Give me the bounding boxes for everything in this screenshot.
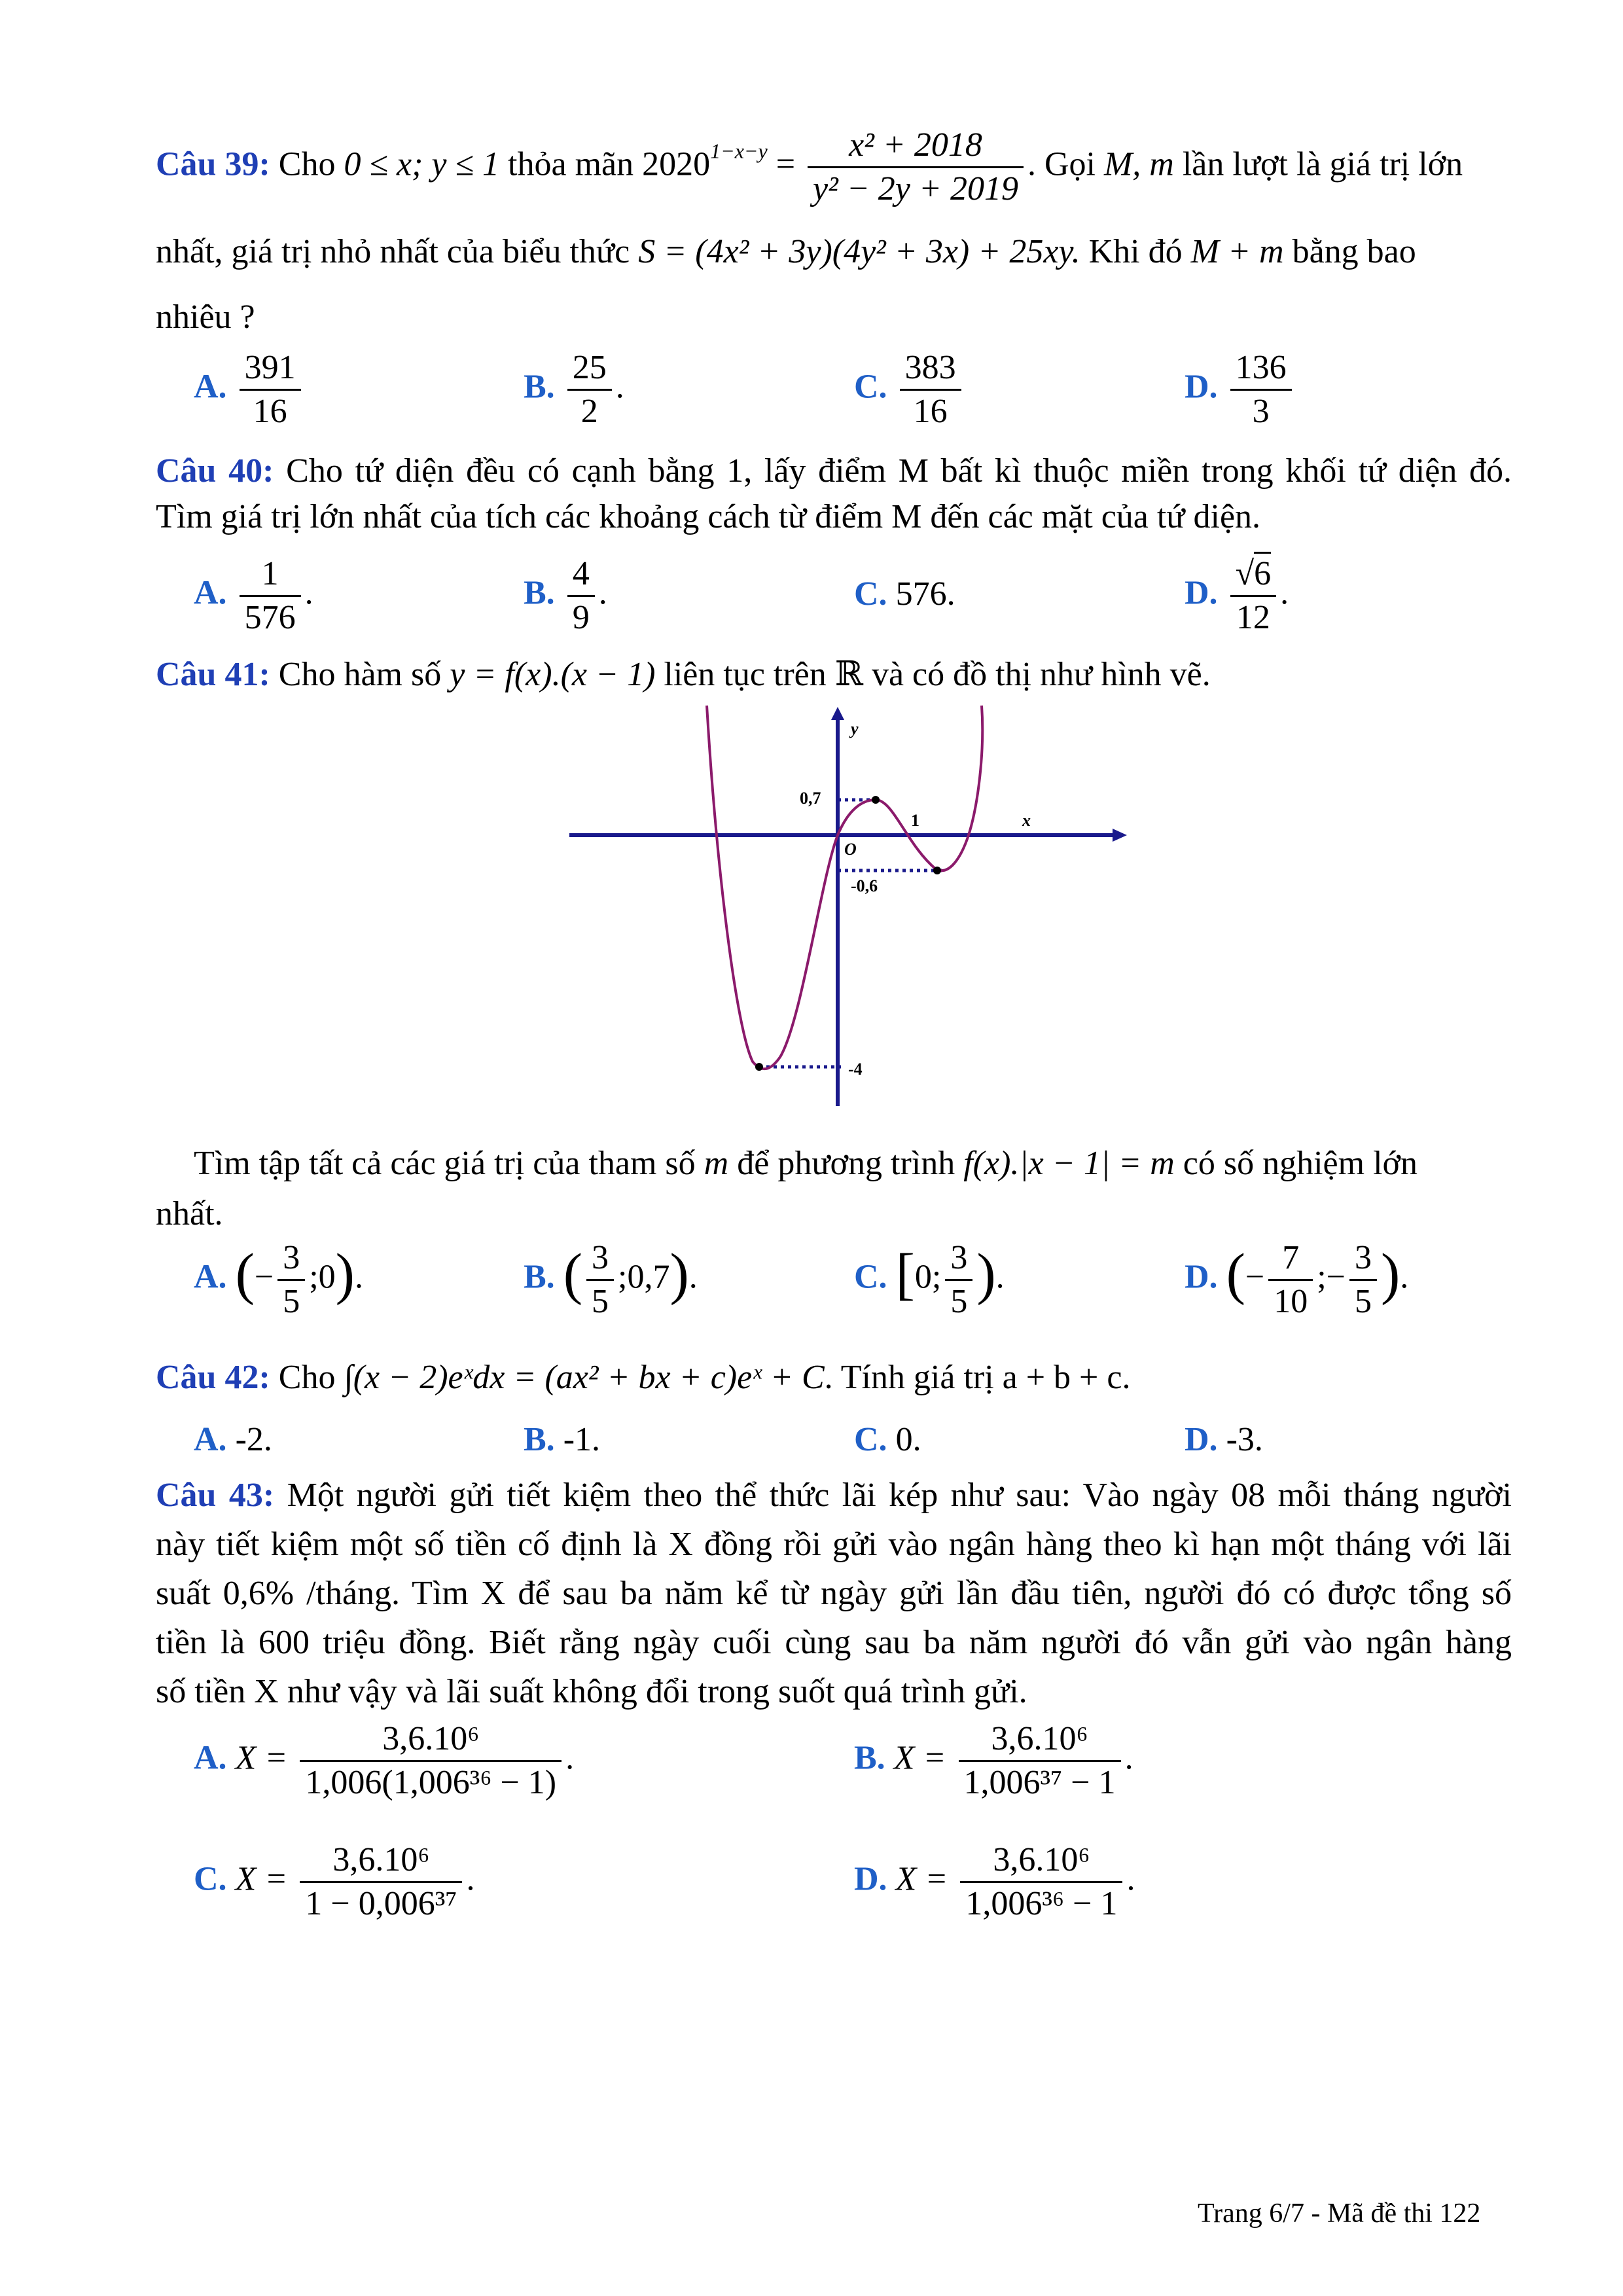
q41-option-b[interactable]: B. ( $\frac{3}{5}$ ;0,7). (524, 1237, 698, 1323)
q40-option-a[interactable]: A. $\frac{1}{576}$ . (194, 553, 313, 639)
graph-max-label: 0,7 (800, 789, 821, 808)
q40-label: Câu 40: (156, 452, 274, 490)
graph-one-label: 1 (911, 811, 919, 830)
q42-option-c[interactable]: C. 0. (854, 1421, 921, 1458)
q43-line3: suất 0,6% /tháng. Tìm X để sau ba năm kể từ ngày gửi lần đầu tiên, người đó có được tổng số (156, 1575, 1512, 1612)
y-axis-arrow (831, 707, 844, 720)
q41-question-line1: Tìm tập tất cả các giá trị của tham số m để phương trình f(x).|x − 1| = m có số nghiệm lớn (194, 1145, 1418, 1182)
q39-line3: nhiêu ? (156, 298, 255, 336)
q41-option-c[interactable]: C. [0; $\frac{3}{5}$ ). (854, 1237, 1005, 1323)
q40-option-d[interactable]: D. $\frac{√6}{12}$ . (1185, 553, 1289, 639)
q42-option-b[interactable]: B. -1. (524, 1421, 601, 1458)
q39-option-a[interactable]: A. $\frac{391}{16}$ (194, 347, 305, 433)
q43-line5: số tiền X như vậy và lãi suất không đổi trong suốt quá trình gửi. (156, 1673, 1027, 1710)
q40-option-b[interactable]: B. $\frac{4}{9}$ . (524, 553, 607, 639)
point-min (933, 867, 941, 874)
q39-condition: 0 ≤ x; y ≤ 1 (344, 145, 500, 183)
q42-label: Câu 42: (156, 1359, 270, 1396)
q39-expression: S = (4x² + 3y)(4y² + 3x) + 25xy. (638, 233, 1080, 270)
q43-line1: Câu 43: Một người gửi tiết kiệm theo thể thức lãi kép như sau: Vào ngày 08 mỗi tháng người (156, 1477, 1512, 1514)
q43-option-d[interactable]: D. X = $\frac{\text{3,6.10⁶}}{\text{1,006³⁶ − 1}}$ . (854, 1839, 1135, 1925)
q39-fraction: $\frac{\text{x² + 2018}}{\text{y² − 2y + 2019}}$ (808, 124, 1024, 210)
q42-integral: ∫(x − 2)eˣdx = (ax² + bx + c)eˣ + C (344, 1359, 825, 1396)
point-max (872, 796, 880, 804)
q41-function: y = f(x).(x − 1) (450, 656, 656, 693)
graph-y-label: y (851, 719, 859, 738)
q39-base: 2020 (642, 145, 711, 183)
q39-option-d[interactable]: D. $\frac{136}{3}$ (1185, 347, 1296, 433)
q39-option-c[interactable]: C. $\frac{383}{16}$ (854, 347, 965, 433)
q39-option-b[interactable]: B. $\frac{25}{2}$ . (524, 347, 624, 433)
graph-origin-label: O (844, 840, 857, 859)
q43-option-a[interactable]: A. X = $\frac{\text{3,6.10⁶}}{\text{1,006(1,006³⁶ − 1)}}$ . (194, 1718, 574, 1804)
q43-line4: tiền là 600 triệu đồng. Biết rằng ngày cuối cùng sau ba năm người đó vẫn gửi vào ngân hàng (156, 1624, 1512, 1661)
q41-option-a[interactable]: A. (− $\frac{3}{5}$ ;0). (194, 1237, 363, 1323)
x-axis-arrow (1113, 829, 1127, 842)
q40-option-c[interactable]: C. 576. (854, 575, 955, 613)
q43-option-c[interactable]: C. X = $\frac{\text{3,6.10⁶}}{\text{1 − 0,006³⁷}}$ . (194, 1839, 474, 1925)
q43-option-b[interactable]: B. X = $\frac{\text{3,6.10⁶}}{\text{1,006³⁷ − 1}}$ . (854, 1718, 1133, 1804)
graph-min-label: -0,6 (851, 876, 878, 895)
q39-line1: Câu 39: Cho 0 ≤ x; y ≤ 1 thỏa mãn $2020^{1-x-y}$ = $\frac{\text{x² + 2018}}{\text{y² − 2y + 2019}}$ . Gọi M, m lần lượt là giá trị lớn (156, 124, 1463, 210)
q41-equation: f(x).|x − 1| = m (963, 1145, 1175, 1182)
q42-option-a[interactable]: A. -2. (194, 1421, 272, 1458)
q41-option-d[interactable]: D. (− $\frac{7}{10}$ ;− $\frac{3}{5}$ ). (1185, 1237, 1408, 1323)
function-curve (707, 706, 982, 1069)
q40-line2: Tìm giá trị lớn nhất của tích các khoảng cách từ điểm M đến các mặt của tứ diện. (156, 498, 1261, 535)
page-footer: Trang 6/7 - Mã đề thi 122 (1198, 2198, 1481, 2229)
q41-graph (563, 700, 1139, 1126)
q41-line1: Câu 41: Cho hàm số y = f(x).(x − 1) liên tục trên ℝ và có đồ thị như hình vẽ. (156, 656, 1211, 693)
q42-option-d[interactable]: D. -3. (1185, 1421, 1263, 1458)
q43-line2: này tiết kiệm một số tiền cố định là X đồng rồi gửi vào ngân hàng theo kì hạn một tháng với lãi (156, 1526, 1512, 1563)
graph-x-label: x (1022, 811, 1031, 830)
q41-label: Câu 41: (156, 656, 270, 693)
graph-low-label: -4 (848, 1060, 863, 1079)
q41-question-line2: nhất. (156, 1195, 223, 1232)
q39-label: Câu 39: (156, 145, 270, 183)
q43-label: Câu 43: (156, 1477, 275, 1514)
q42-line1: Câu 42: Cho ∫(x − 2)eˣdx = (ax² + bx + c)eˣ + C. Tính giá trị a + b + c. (156, 1359, 1131, 1396)
q39-line2: nhất, giá trị nhỏ nhất của biểu thức S = (4x² + 3y)(4y² + 3x) + 25xy. Khi đó M + m bằng bao (156, 233, 1416, 270)
point-low (755, 1063, 763, 1071)
q40-line1: Câu 40: Cho tứ diện đều có cạnh bằng 1, lấy điểm M bất kì thuộc miền trong khối tứ diện đó. (156, 452, 1512, 490)
